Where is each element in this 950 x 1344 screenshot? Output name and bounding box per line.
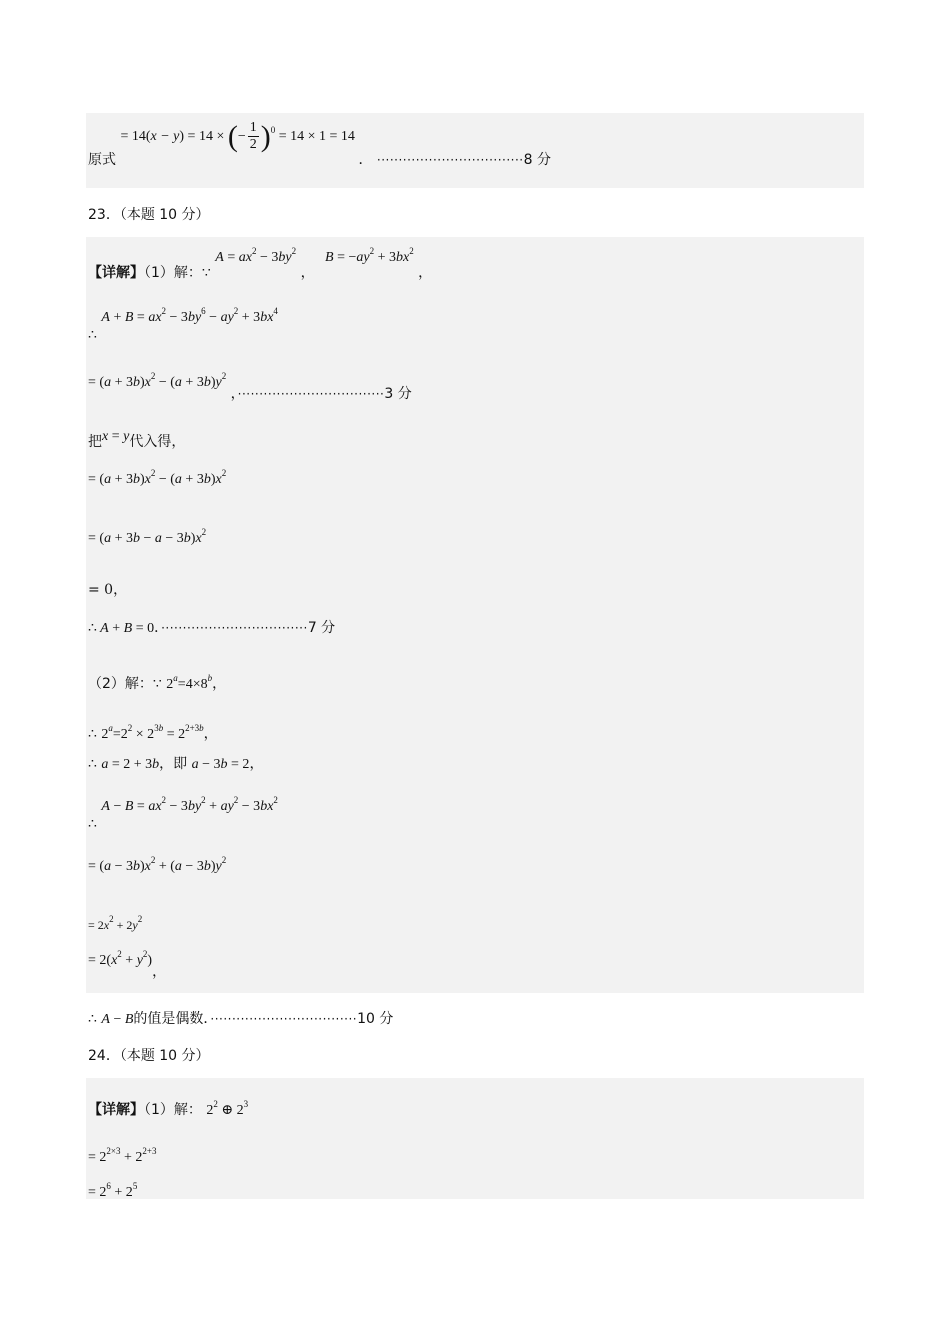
q23-sum-line: ∴ $A + B = ax^2 - 3by^6 - ay^2 + 3bx^4$	[88, 306, 278, 343]
q23-conclusion1: ∴ A + B = 0．··································7 分	[88, 620, 336, 636]
q24-step1: = $2^{2\times 3} + 2^{2+3}$	[88, 1146, 157, 1165]
part2-label: （2）解：	[88, 676, 153, 692]
q23-sub-step1: = $(a + 3b)x^2 - (a + 3b)x^2$	[88, 468, 227, 487]
q23-part2-given: （2）解：∵ $2^a=4\times 8^b$，	[88, 673, 227, 692]
q23-substitute-line: 把x = y代入得，	[88, 429, 186, 450]
q23-part1-given: 【详解】（1）解：∵ $A = ax^2 - 3by^2$ ， $B = -ay^2 + 3bx^2$ ，	[88, 246, 433, 281]
score-3: 3 分	[384, 386, 412, 402]
original-result: = 14(x − y) = 14 × (− $\frac{1}{2}$ )$^0$ = 14 × 1 = 14	[120, 119, 355, 153]
q23-pow-line: ∴ $2^a=2^2 \times 2^{3b} = 2^{2+3b}$，	[88, 723, 218, 742]
score-label: 8 分	[523, 151, 551, 168]
therefore-symbol: ∴	[88, 327, 97, 343]
q23-diff-step4: = $2(x^2 + y^2)$，	[88, 949, 167, 980]
q23-zero-line: = 0，	[88, 582, 128, 598]
q24-step2: = $2^6 + 2^5$	[88, 1181, 138, 1200]
score-7: 7 分	[307, 620, 336, 636]
because-symbol: ∵	[201, 265, 211, 281]
q23-conclusion2: ∴ A − B的值是偶数．··································10 分	[88, 1011, 394, 1027]
q24-part1: 【详解】（1）解： $2^2$ ⊕ $2^3$	[88, 1099, 249, 1118]
original-expression-line: 原式 = 14(x − y) = 14 × (− $\frac{1}{2}$ )$^0$ = 14 × 1 = 14 ． ··································8 分	[88, 119, 551, 168]
q23-a-line: ∴ a = 2 + 3b，即 a − 3b = 2，	[88, 756, 264, 772]
q23-factor-line: = $(a + 3b)x^2 - (a + 3b)y^2$ ，··································3 分	[88, 371, 412, 402]
question-23-header: 23．（本题 10 分）	[88, 207, 210, 223]
part1-label: （1）解：	[144, 265, 202, 281]
dot-leader: ··································	[376, 152, 524, 167]
answer-block-23	[86, 237, 864, 993]
detail-label: 【详解】	[88, 265, 144, 281]
q23-diff-step3: = $2x^2 + 2y^2$	[88, 914, 143, 932]
original-label: 原式	[88, 151, 116, 168]
q23-diff-step2: = $(a - 3b)x^2 + (a - 3b)y^2$	[88, 855, 227, 874]
q23-sub-step2: = $(a + 3b - a - 3b)x^2$	[88, 527, 207, 546]
question-24-header: 24．（本题 10 分）	[88, 1048, 210, 1064]
score-10: 10 分	[357, 1011, 394, 1027]
q23-diff-line: ∴ $A - B = ax^2 - 3by^2 + ay^2 - 3bx^2$	[88, 795, 278, 832]
